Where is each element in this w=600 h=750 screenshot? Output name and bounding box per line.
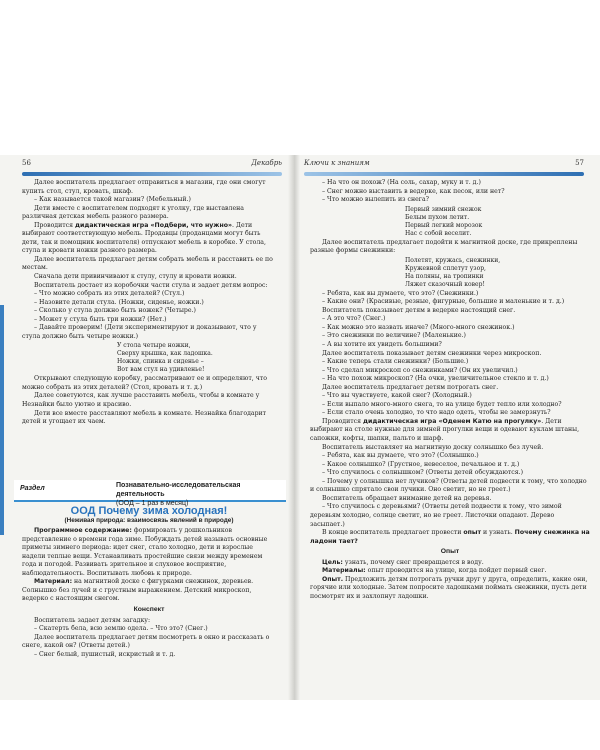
poem [310, 206, 590, 238]
dialogue-line: – Снег белый, пушистый, искристый и т. д. [34, 650, 176, 658]
poem-line: Ножки, спинка и сиденье – [117, 358, 204, 366]
dialogue-line: – Ребята, как вы думаете, что это? (Солнышко.) [322, 452, 479, 460]
book-spread [0, 155, 600, 700]
poem-line: Ляжет сказочный ковер! [405, 280, 485, 288]
dialogue-line: – На что похож микроскоп? (На очки, увеличительное стекло и т. д.) [322, 375, 549, 383]
game-title: дидактическая игра «Подбери, что нужно» [74, 221, 232, 229]
dialogue-line: – Какое солнышко? (Грустное, невеселое, печальное и т. д.) [322, 460, 520, 468]
right-page [298, 155, 600, 700]
poem-line: У стола четыре ножки, [117, 342, 191, 350]
dialogue-line: – Что случилось с деревьями? (Ответы детей подвести к тому, что зимой деревьям холодно, солнце светит, но не греет. Листочки опадают. Дерево засыпает.) [310, 503, 562, 528]
dialogue-line: – Ребята, как вы думаете, что это? (Снежинки.) [322, 289, 479, 297]
dialogue-line: – Снег можно выставить в ведерке, как песок, или нет? [322, 187, 505, 195]
game-paragraph: Проводится дидактическая игра «Подбери, что нужно». Дети выбирают соответствующую мебель. Продавцы (проданцами могут быть дети, так и помощник воспитателя) отпускают мебель в коробке. У стола, стула и кровати ножки разного размера. [22, 221, 266, 255]
right-header-rule [304, 172, 584, 176]
paragraph: Далее воспитатель показывает детям снежинки через микроскоп. [322, 349, 542, 357]
dialogue-line: – Может у стула быть три ножки? (Нет.) [34, 315, 167, 323]
game-paragraph: Проводится дидактическая игра «Оденем Катю на прогулку». Дети выбирают на столе нужные для зимней прогулки вещи и одевают куклам штаны, сапожки, кофты, шапки, пальто и шарф. [310, 417, 580, 443]
paragraph: Открывают следующую коробку, рассматривают ее и определяют, что можно собрать из этих деталей? (Стол, кровать и т. д.) [22, 375, 267, 391]
dialogue-line: – Какие теперь стали снежинки? (Большие.) [322, 358, 469, 366]
paragraph: Воспитатель достает из коробочки части стула и задает детям вопрос: [34, 281, 268, 289]
dialogue-line: – Назовите детали стула. (Ножки, сиденье, ножки.) [34, 298, 204, 306]
lesson-subtitle: (Неживая природа: взаимосвязь явлений в природе) [64, 516, 234, 524]
left-top-text [22, 179, 276, 427]
poem-line: На поляны, на тропинки [405, 272, 484, 280]
dialogue-line: – А вы хотите их увидеть большими? [322, 341, 442, 349]
paragraph: Далее воспитатель предлагает отправиться в магазин, где они смогут купить стол, стул, кровать, шкаф. [22, 179, 266, 195]
dialogue-line: – Почему у солнышка нет лучиков? (Ответы детей подвести к тому, что холодно и солнышко спрятало свои лучики. Оно светит, но не греет.) [310, 477, 587, 494]
left-lesson-text [22, 505, 276, 659]
materials-paragraph: Материалы: опыт проводится на улице, когда пойдет первый снег. [322, 567, 547, 575]
dialogue-line: – Если стало очень холодно, то что надо одеть, чтобы не замерзнуть? [322, 409, 551, 417]
paragraph: Дети вместе с воспитателем подходят к уголку, где выставлена различная детская мебель разного размера. [22, 204, 244, 221]
dialogue-line: – Что вы чувствуете, какой снег? (Холодный.) [322, 392, 472, 400]
konspekt-heading: Конспект [133, 606, 165, 614]
poem-line: Вот вам стул на удивленье! [117, 366, 205, 374]
lesson-title: ООД Почему зима холодная! [70, 505, 228, 517]
dialogue-line: – Что случилось с солнышком? (Ответы детей обсуждаются.) [322, 469, 524, 477]
paragraph: – Как называется такой магазин? (Мебельный.) [34, 196, 191, 204]
dialogue-line: – Какие они? (Красивые, резные, фигурные, большие и маленькие и т. д.) [322, 298, 565, 306]
paragraph: Воспитатель показывает детям в ведерке настоящий снег. [322, 306, 516, 314]
left-page-header [22, 159, 282, 173]
dialogue-line: – Если выпало много-много снега, то на улице будет тепло или холодно? [322, 400, 562, 408]
paragraph: Далее воспитатель предлагает детям посмотреть в окно и рассказать о снеге, какой он? (Ответы детей.) [22, 633, 270, 650]
paragraph: Далее воспитатель предлагает детям собрать мебель и расставить ее по местам. [22, 255, 273, 272]
right-page-header [304, 159, 584, 173]
paragraph: Сначала дети привинчивают к стулу, стулу и кровати ножки. [34, 273, 237, 281]
section-label: Раздел [20, 485, 45, 492]
program-paragraph: Программное содержание: формировать у дошкольников представление о времени года зиме. Побуждать детей называть основные приметы зимнего периода: идет снег, стало холодно, дети и взрослые надели теплые вещи. Устанавливать простейшие связи между временем года и погодой. Развивать зрительное и слуховое восприятие, наблюдательность. Воспитывать любовь к природе. [22, 527, 268, 577]
dialogue-line: – Что можно собрать из этих деталей? (Стул.) [34, 290, 185, 298]
left-header-rule [22, 172, 282, 176]
poem-line: Кружевной сплетут узор, [405, 264, 486, 272]
section-bar [14, 480, 286, 507]
paragraph: Далее воспитатель предлагает подойти к магнитной доске, где прикреплены разные формы снежинки: [310, 238, 578, 255]
paragraph: Воспитатель обращает внимание детей на деревья. [322, 494, 492, 502]
paragraph: Дети все вместе расставляют мебель в комнате. Незнайка благодарит детей и угощает их чаем. [22, 409, 267, 426]
right-page-number: 57 [575, 159, 584, 167]
left-page-number: 56 [22, 159, 31, 167]
paragraph: Далее советуются, как лучше расставить мебель, чтобы в комнате у Незнайки было уютно и красиво. [22, 392, 260, 409]
dialogue-line: – Давайте проверим! (Дети экспериментируют и доказывают, что у стула должно быть четыре ножки.) [22, 324, 257, 340]
materials-paragraph: Материал: на магнитной доске с фигурками снежинок, деревьев. Солнышко без лучей и с грустным выражением. Детский микроскоп, ведерко с настоящим снегом. [22, 578, 254, 603]
left-page [0, 155, 290, 700]
poem-line: Первый зимний снежок [405, 205, 482, 213]
paragraph: Далее воспитатель предлагает детям потрогать снег. [322, 383, 499, 391]
poem [310, 257, 590, 289]
section-value: Познавательно-исследовательская деятельность (ООД – 1 раз в месяц) [116, 482, 241, 507]
right-text [310, 179, 590, 601]
dialogue-line: – Что можно вылепить из снега? [322, 196, 429, 204]
paragraph: Воспитатель выставляет на магнитную доску солнышко без лучей. [322, 443, 544, 451]
dialogue-line: – А это что? (Снег.) [322, 315, 386, 323]
dialogue-line: – Это снежинки по величине? (Маленькие.) [322, 332, 466, 340]
left-running-title: Декабрь [251, 159, 282, 167]
game-title: дидактическая игра «Оденем Катю на прогулку» [362, 417, 542, 425]
dialogue-line: – Как можно это назвать иначе? (Много-много снежинок.) [322, 323, 515, 331]
poem [22, 342, 276, 374]
poem-line: Полетят, кружась, снежинки, [405, 256, 501, 264]
closing-paragraph: В конце воспитатель предлагает провести опыт и узнать. Почему снежинка на ладони тает? [310, 529, 590, 545]
dialogue-line: – Сколько у стула должно быть ножек? (Четыре.) [34, 307, 196, 315]
dialogue-line: – Что сделал микроскоп со снежинками? (Он их увеличил.) [322, 366, 518, 374]
right-running-title: Ключи к знаниям [304, 159, 370, 167]
experiment-paragraph: Опыт. Предложить детям потрогать ручки друг у друга, определить, какие они, горячие или холодные. Затем попросите ладошками поймать снежинки, пусть дети посмотрят их и захлопнут ладошки. [310, 575, 588, 600]
opyt-heading: Опыт [440, 548, 460, 556]
dialogue-line: – На что он похож? (На соль, сахар, муку и т. д.) [322, 179, 481, 186]
poem-line: Белым пухом летит. [405, 213, 470, 221]
poem-line: Нас с собой веселит. [405, 229, 472, 237]
dialogue-line: – Скатерть бела, всю землю одела. – Что это? (Снег.) [34, 625, 208, 633]
goal-paragraph: Цель: узнать, почему снег превращается в воду. [322, 558, 484, 566]
poem-line: Первый легкий морозок [405, 221, 483, 229]
paragraph: Воспитатель задает детям загадку: [34, 616, 151, 624]
poem-line: Сверху крышка, как ладошка. [117, 350, 213, 358]
